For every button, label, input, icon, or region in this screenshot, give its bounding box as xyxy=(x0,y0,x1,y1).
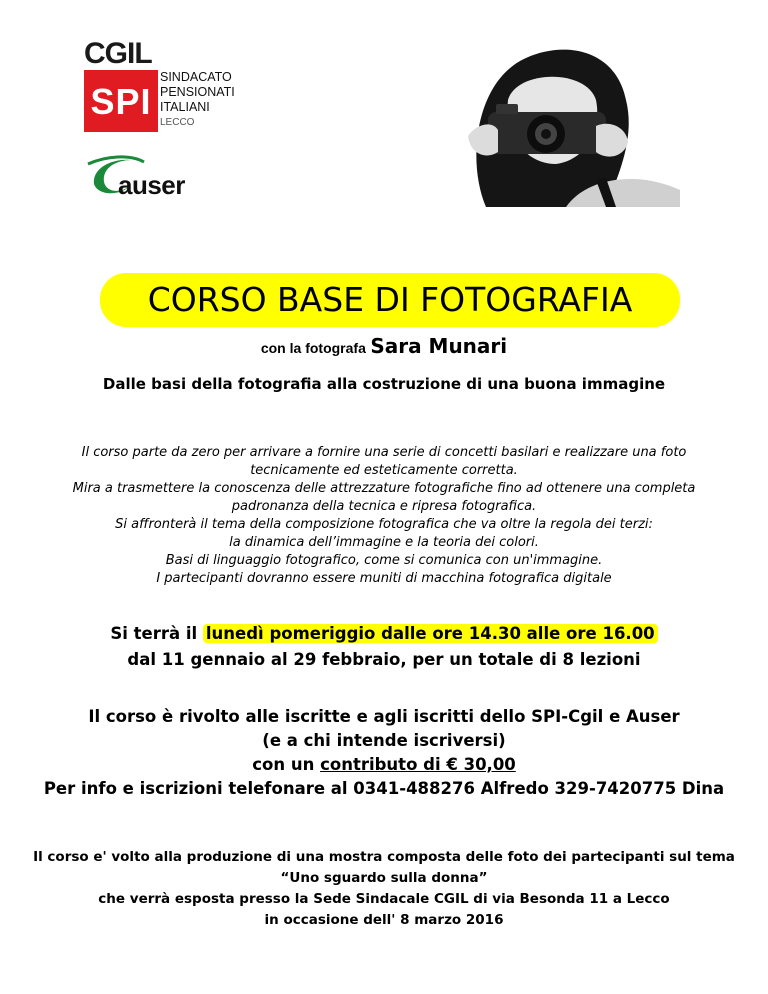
description-line: Il corso parte da zero per arrivare a fornire una serie di concetti basilari e realizzare una foto xyxy=(81,445,687,460)
description-line: I partecipanti dovranno essere muniti di macchina fotografica digitale xyxy=(156,571,612,586)
exhibition-line: che verrà esposta presso la Sede Sindacale CGIL di via Besonda 11 a Lecco xyxy=(98,891,670,907)
description-line: Mira a trasmettere la conoscenza delle attrezzature fotografiche fino ad ottenere una completa xyxy=(72,481,696,496)
subtitle-prefix: con la fotografa xyxy=(260,340,366,356)
subtitle xyxy=(0,333,768,362)
auser-logo-text: auser xyxy=(118,170,185,200)
photographer-photo xyxy=(446,40,680,207)
description-line: Si affronterà il tema della composizione fotografica che va oltre la regola dei terzi: xyxy=(115,517,653,532)
target-audience xyxy=(0,705,768,801)
description-line: padronanza della tecnica e ripresa fotografica. xyxy=(231,499,537,514)
spi-logo-caption xyxy=(160,70,235,130)
contact-info: Per info e iscrizioni telefonare al 0341-488276 Alfredo 329-7420775 Dina xyxy=(43,779,725,798)
target-line xyxy=(0,753,768,777)
page-title: CORSO BASE DI FOTOGRAFIA xyxy=(147,280,633,319)
contribution-amount: contributo di € 30,00 xyxy=(320,755,516,774)
exhibition-line: Il corso e' volto alla produzione di una mostra composta delle foto dei partecipanti sul tema xyxy=(33,849,735,865)
course-description xyxy=(30,444,738,588)
description-line: la dinamica dell’immagine e la teoria dei colori. xyxy=(229,535,539,550)
spi-caption-line: PENSIONATI xyxy=(160,85,235,99)
schedule-prefix: Si terrà il xyxy=(110,624,198,643)
exhibition-line: “Uno sguardo sulla donna” xyxy=(280,870,488,886)
tagline: Dalle basi della fotografia alla costruzione di una buona immagine xyxy=(102,375,666,393)
schedule-time xyxy=(0,622,768,646)
description-line: Basi di linguaggio fotografico, come si comunica con un'immagine. xyxy=(165,553,603,568)
spi-caption-line: SINDACATO xyxy=(160,70,232,84)
spi-caption-line: ITALIANI xyxy=(160,100,210,114)
cgil-logo-text: CGIL xyxy=(84,37,152,70)
schedule-dates: dal 11 gennaio al 29 febbraio, per un totale di 8 lezioni xyxy=(127,650,641,669)
description-line: tecnicamente ed esteticamente corretta. xyxy=(250,463,518,478)
exhibition-info xyxy=(0,847,768,931)
target-line: Il corso è rivolto alle iscritte e agli iscritti dello SPI-Cgil e Auser xyxy=(88,707,680,726)
schedule-highlight: lunedì pomeriggio dalle ore 14.30 alle ore 16.00 xyxy=(203,624,658,643)
photographer-name: Sara Munari xyxy=(370,334,508,358)
exhibition-line: in occasione dell' 8 marzo 2016 xyxy=(264,912,504,928)
spi-logo-text: SPI xyxy=(90,81,152,122)
target-line: (e a chi intende iscriversi) xyxy=(262,731,506,750)
spi-caption-line: LECCO xyxy=(160,117,195,128)
contribution-prefix: con un xyxy=(252,755,315,774)
